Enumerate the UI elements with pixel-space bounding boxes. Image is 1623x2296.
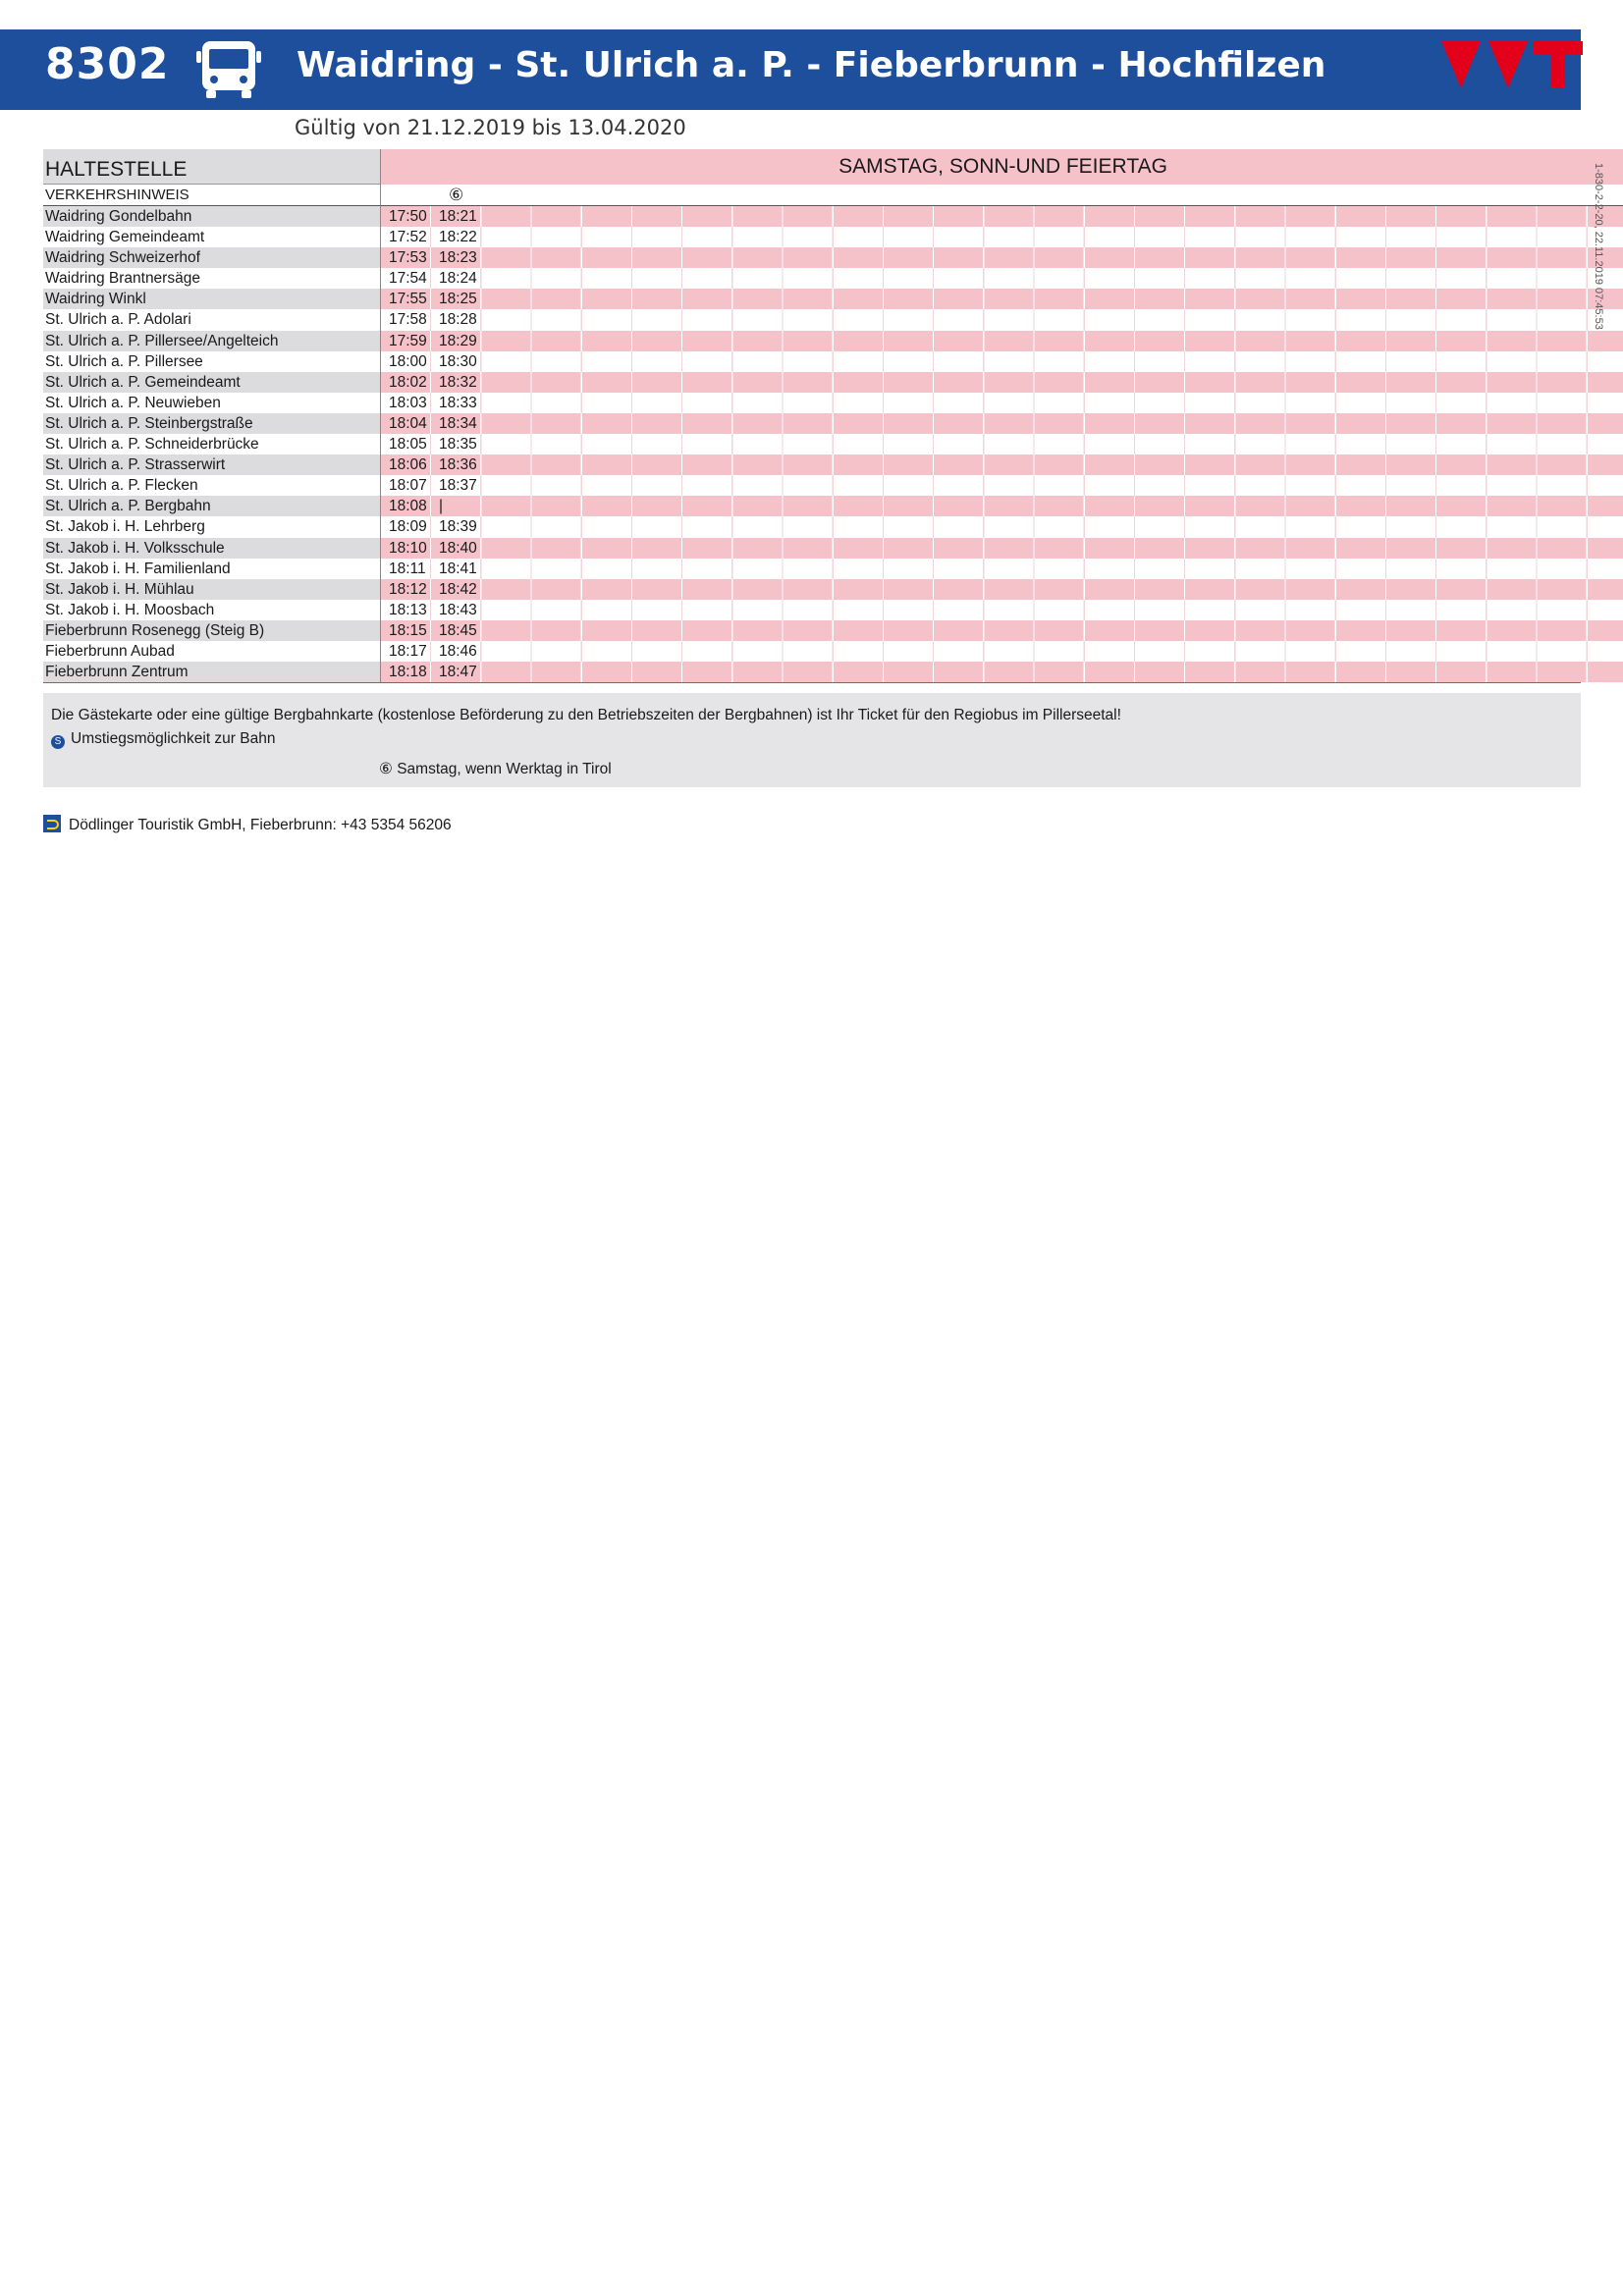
operator-contact: Dödlinger Touristik GmbH, Fieberbrunn: +43 5354 56206 bbox=[69, 817, 452, 833]
table-row bbox=[43, 227, 1581, 247]
departure-time: 18:37 bbox=[439, 477, 477, 495]
departure-time: 18:02 bbox=[389, 373, 427, 391]
departure-time: 18:03 bbox=[389, 394, 427, 411]
stop-name: Waidring Schweizerhof bbox=[43, 247, 380, 268]
table-row bbox=[43, 538, 1581, 559]
departure-time: 18:39 bbox=[439, 518, 477, 536]
departure-time: 18:47 bbox=[439, 664, 477, 681]
bus-icon bbox=[194, 37, 263, 102]
day-type-header: SAMSTAG, SONN-UND FEIERTAG bbox=[839, 155, 1167, 178]
departure-time: 18:18 bbox=[389, 664, 427, 681]
traffic-note-row bbox=[43, 185, 1581, 206]
departure-time: 18:35 bbox=[439, 436, 477, 454]
departure-time: 18:32 bbox=[439, 373, 477, 391]
departure-time: 18:29 bbox=[439, 332, 477, 349]
departure-time: 18:07 bbox=[389, 477, 427, 495]
stop-name: St. Jakob i. H. Moosbach bbox=[45, 601, 215, 618]
stop-column-header: HALTESTELLE bbox=[43, 149, 380, 185]
table-row bbox=[43, 475, 1581, 496]
info-box bbox=[43, 693, 1581, 787]
departure-time: 18:28 bbox=[439, 311, 477, 329]
departure-time: 17:58 bbox=[389, 311, 427, 329]
stop-name: St. Ulrich a. P. Schneiderbrücke bbox=[45, 436, 259, 454]
departure-time: 18:11 bbox=[389, 560, 426, 577]
table-row bbox=[43, 331, 1581, 351]
departure-time: 18:23 bbox=[439, 249, 477, 267]
saturday-note: ⑥ Samstag, wenn Werktag in Tirol bbox=[379, 761, 612, 777]
route-title: Waidring - St. Ulrich a. P. - Fieberbrunn - Hochfilzen bbox=[297, 45, 1326, 85]
table-row bbox=[43, 496, 1581, 516]
table-row bbox=[43, 393, 1581, 413]
departure-time: 18:34 bbox=[439, 414, 477, 432]
departure-time: 18:05 bbox=[389, 436, 427, 454]
stop-name: St. Jakob i. H. Familienland bbox=[45, 560, 231, 577]
table-row bbox=[43, 413, 1581, 434]
table-row bbox=[43, 247, 1581, 268]
departure-time: 18:12 bbox=[389, 580, 427, 598]
table-row bbox=[43, 662, 1581, 683]
table-row bbox=[43, 579, 1581, 600]
departure-time: 18:00 bbox=[389, 352, 427, 370]
saturday-symbol: ⑥ bbox=[449, 186, 464, 204]
table-row bbox=[43, 351, 1581, 372]
departure-time: 18:04 bbox=[389, 414, 427, 432]
departure-time: 18:10 bbox=[389, 539, 427, 557]
stop-name: St. Jakob i. H. Lehrberg bbox=[45, 518, 205, 536]
table-row bbox=[43, 289, 1581, 309]
route-header bbox=[0, 29, 1581, 110]
stop-name: St. Ulrich a. P. Pillersee bbox=[45, 352, 203, 370]
stop-name: St. Ulrich a. P. Strasserwirt bbox=[43, 454, 380, 475]
stop-name: Fieberbrunn Aubad bbox=[45, 642, 175, 660]
table-row bbox=[43, 559, 1581, 579]
timetable-header bbox=[43, 149, 1581, 185]
table-row bbox=[43, 454, 1581, 475]
table-row bbox=[43, 641, 1581, 662]
departure-time: 18:15 bbox=[389, 621, 427, 639]
stop-name: Waidring Brantnersäge bbox=[45, 270, 200, 288]
departure-time: 18:09 bbox=[389, 518, 427, 536]
departure-time: 17:59 bbox=[389, 332, 427, 349]
departure-time: 18:42 bbox=[439, 580, 477, 598]
departure-time: 18:43 bbox=[439, 601, 477, 618]
stop-name: St. Ulrich a. P. Pillersee/Angelteich bbox=[43, 331, 380, 351]
stop-name: St. Ulrich a. P. Steinbergstraße bbox=[43, 413, 380, 434]
stop-name: Waidring Gemeindeamt bbox=[45, 229, 205, 246]
departure-time: 18:46 bbox=[439, 642, 477, 660]
departure-time: 18:22 bbox=[439, 229, 477, 246]
departure-time: 18:41 bbox=[439, 560, 477, 577]
departure-time: 18:33 bbox=[439, 394, 477, 411]
vvt-logo bbox=[1441, 41, 1583, 94]
departure-time: 18:06 bbox=[389, 456, 427, 474]
stop-name: Waidring Gondelbahn bbox=[43, 206, 380, 227]
ticket-info: Die Gästekarte oder eine gültige Bergbahnkarte (kostenlose Beförderung zu den Betriebszeiten der Bergbahnen) ist Ihr Ticket für den Regiobus im Pillerseetal! bbox=[51, 707, 1121, 723]
departure-time: 18:13 bbox=[389, 601, 427, 618]
stop-name: Fieberbrunn Rosenegg (Steig B) bbox=[43, 620, 380, 641]
departure-time: 18:40 bbox=[439, 539, 477, 557]
departure-time: 18:36 bbox=[439, 456, 477, 474]
stop-name: St. Ulrich a. P. Neuwieben bbox=[45, 394, 221, 411]
print-code: 1-830-2-2-​20, 22.11.2019 07:45:53 bbox=[1593, 163, 1604, 330]
train-icon: S bbox=[51, 735, 65, 749]
table-row bbox=[43, 434, 1581, 454]
departure-time: 18:17 bbox=[389, 642, 427, 660]
traffic-note-label: VERKEHRSHINWEIS bbox=[43, 185, 380, 206]
table-row bbox=[43, 372, 1581, 393]
departure-time: 18:25 bbox=[439, 291, 477, 308]
table-row bbox=[43, 268, 1581, 289]
departure-time: 18:21 bbox=[439, 208, 477, 225]
departure-time: 17:52 bbox=[389, 229, 427, 246]
stop-name: St. Ulrich a. P. Flecken bbox=[45, 477, 198, 495]
validity-period: Gültig von 21.12.2019 bis 13.04.2020 bbox=[295, 116, 686, 139]
operator-logo-icon bbox=[43, 815, 61, 832]
stop-name: St. Jakob i. H. Mühlau bbox=[43, 579, 380, 600]
departure-time: 18:45 bbox=[439, 621, 477, 639]
stop-name: Waidring Winkl bbox=[43, 289, 380, 309]
stop-name: St. Jakob i. H. Volksschule bbox=[43, 538, 380, 559]
departure-time: 18:30 bbox=[439, 352, 477, 370]
departure-time: 18:08 bbox=[389, 498, 427, 515]
table-row bbox=[43, 600, 1581, 620]
train-transfer-note: Umstiegsmöglichkeit zur Bahn bbox=[71, 730, 276, 747]
stop-name: St. Ulrich a. P. Bergbahn bbox=[43, 496, 380, 516]
route-number: 8302 bbox=[45, 39, 170, 89]
departure-time: 17:54 bbox=[389, 270, 427, 288]
table-row bbox=[43, 620, 1581, 641]
departure-time: 17:55 bbox=[389, 291, 427, 308]
departure-time: 17:50 bbox=[389, 208, 427, 225]
table-row bbox=[43, 206, 1581, 227]
departure-time: 18:24 bbox=[439, 270, 477, 288]
departure-time: 17:53 bbox=[389, 249, 427, 267]
stop-name: Fieberbrunn Zentrum bbox=[43, 662, 380, 682]
table-row bbox=[43, 309, 1581, 330]
timetable bbox=[43, 149, 1581, 683]
timetable-rows bbox=[43, 206, 1581, 683]
table-row bbox=[43, 516, 1581, 537]
stop-name: St. Ulrich a. P. Gemeindeamt bbox=[43, 372, 380, 393]
stop-name: St. Ulrich a. P. Adolari bbox=[45, 311, 191, 329]
departure-time: | bbox=[439, 498, 444, 515]
